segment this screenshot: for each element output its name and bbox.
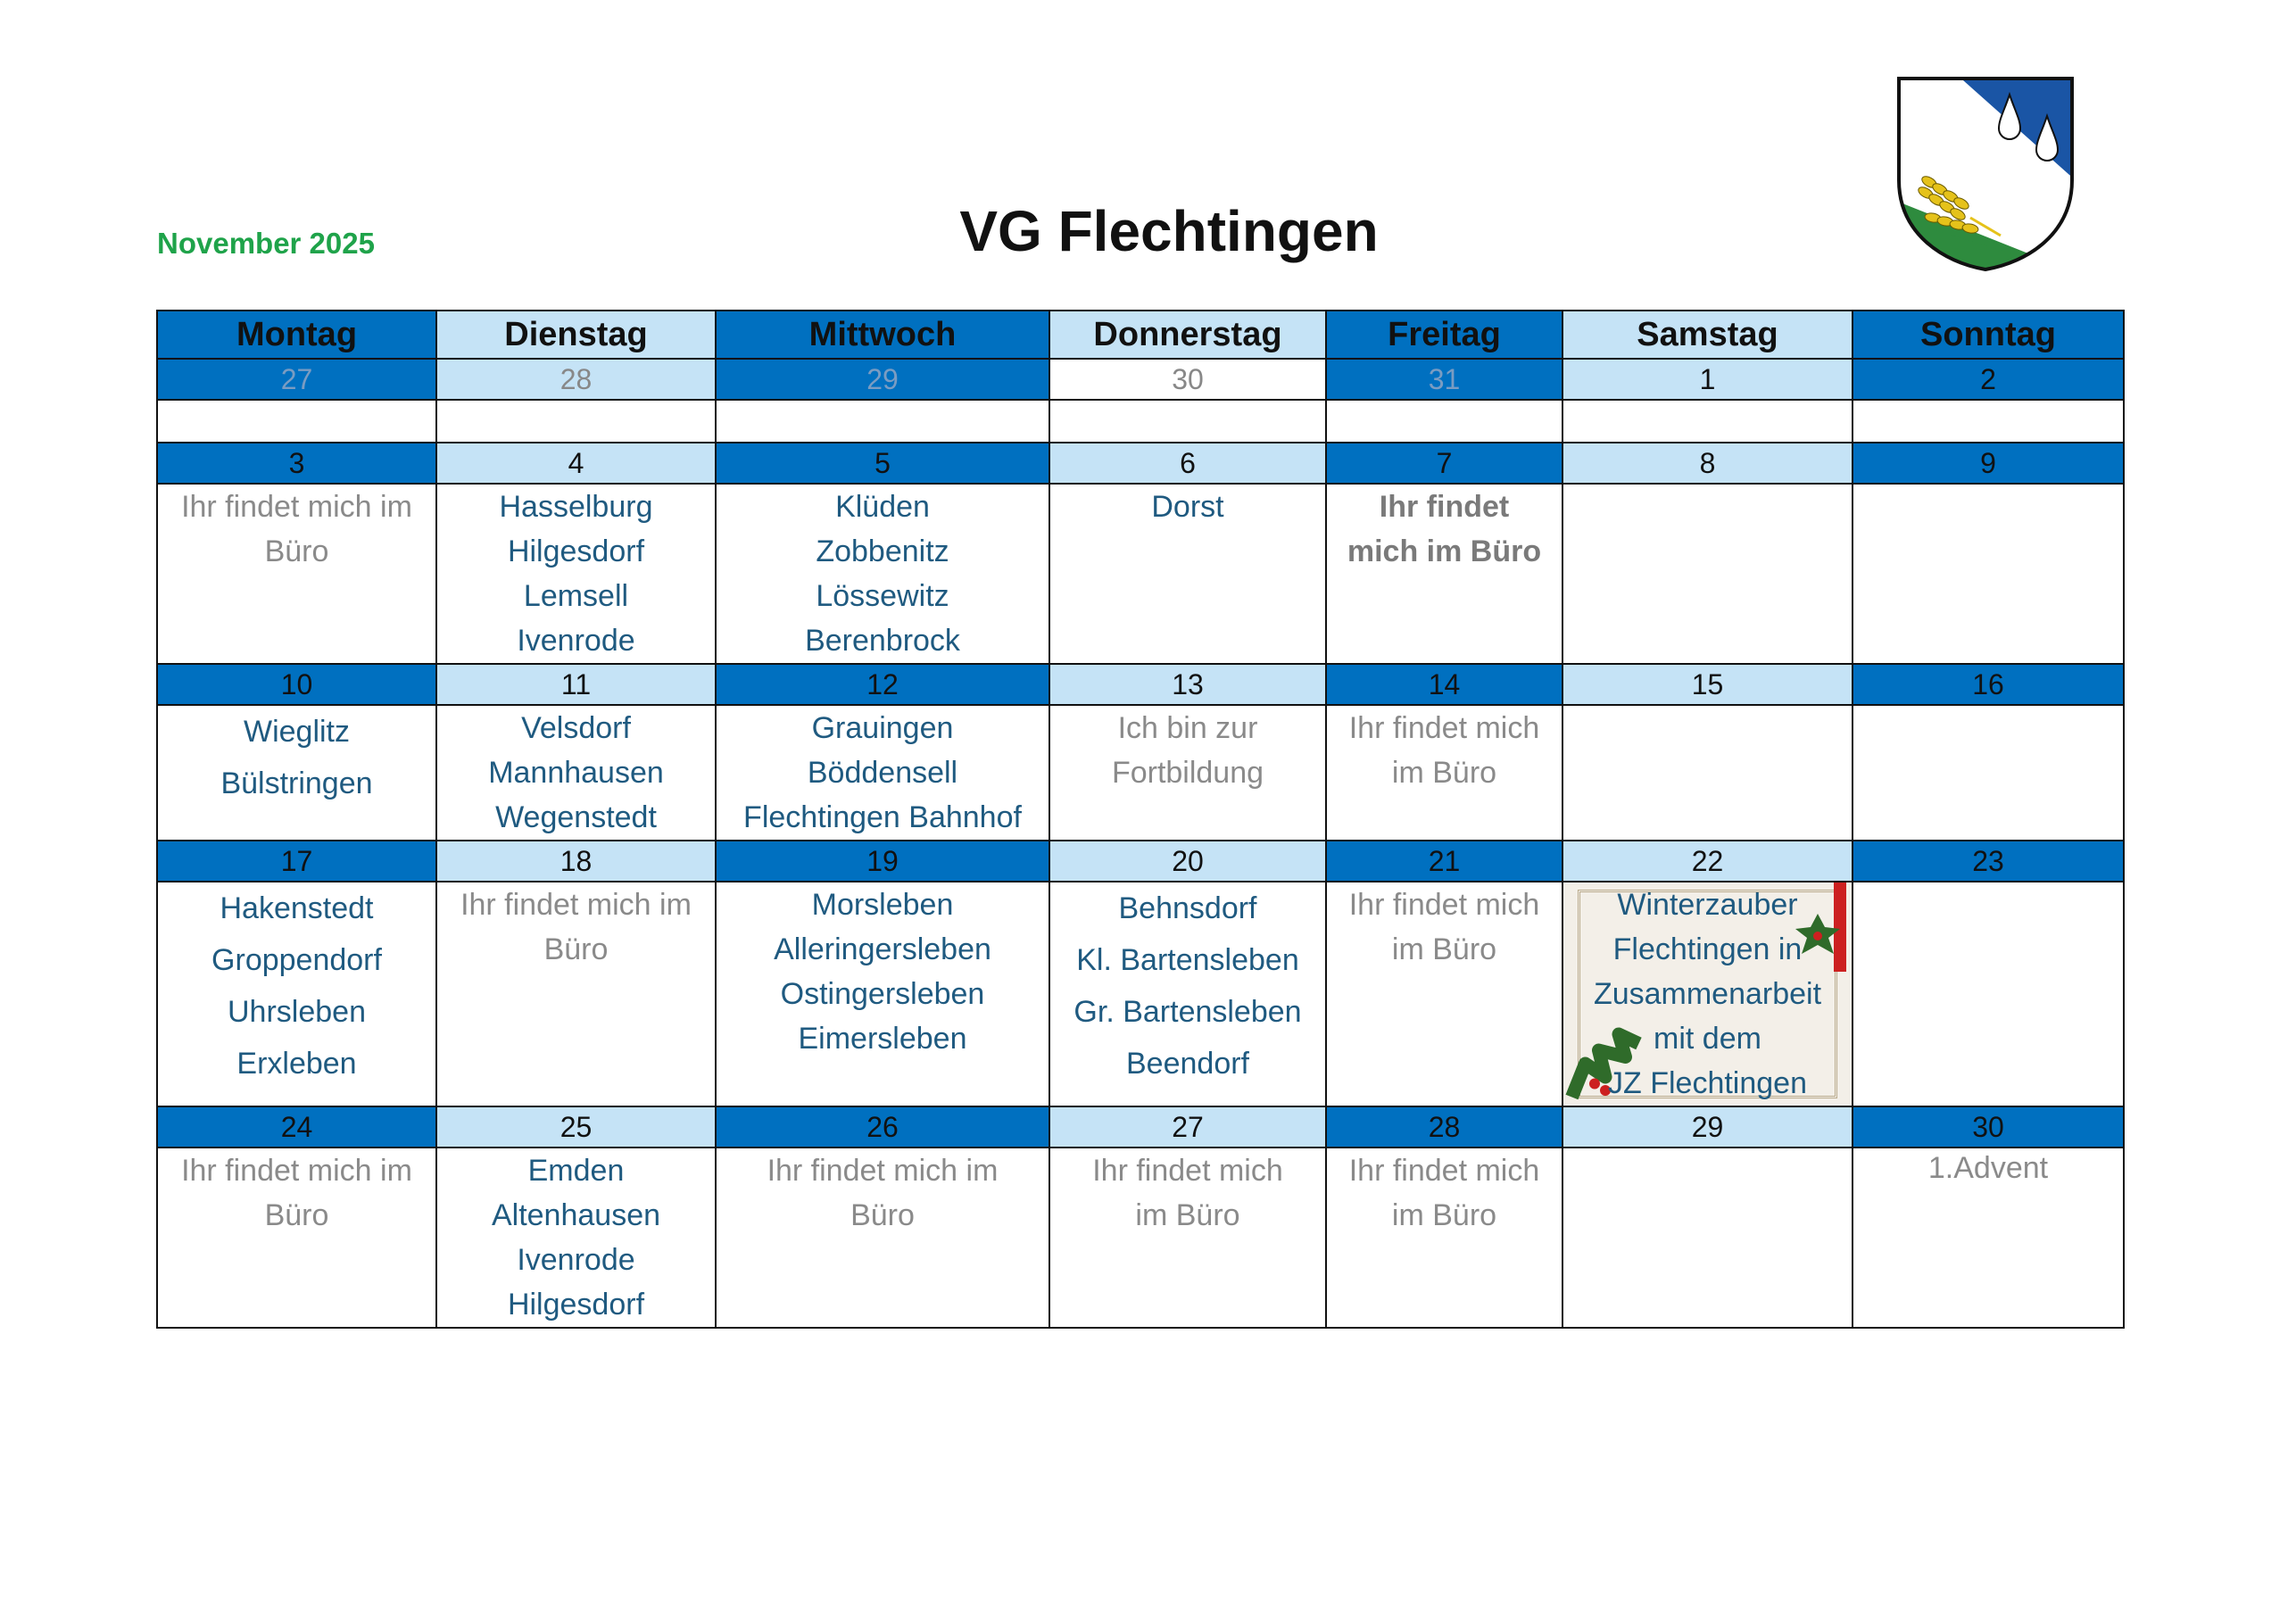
weekday-tuesday: Dienstag	[436, 311, 716, 359]
entry-line: Groppendorf	[211, 943, 382, 977]
day-entry-cell	[1853, 882, 2124, 1106]
weekday-wednesday: Mittwoch	[716, 311, 1049, 359]
entry-line: Bülstringen	[220, 766, 373, 800]
day-entry-cell	[716, 882, 1049, 1106]
date-cell: 4	[436, 443, 716, 484]
day-entry-cell	[157, 1148, 436, 1328]
week-5-dates	[157, 1106, 2124, 1148]
date-cell: 7	[1326, 443, 1562, 484]
entry-line: Ihr findet mich im	[767, 1154, 999, 1188]
date-cell: 10	[157, 664, 436, 705]
date-cell: 29	[1562, 1106, 1853, 1148]
date-cell: 20	[1049, 841, 1326, 882]
entry-line: Emden	[527, 1154, 625, 1188]
week-4-entries	[157, 882, 2124, 1106]
entry-line: Wegenstedt	[495, 800, 657, 834]
date-cell: 27	[1049, 1106, 1326, 1148]
day-entry-cell	[1853, 705, 2124, 841]
date-cell: 19	[716, 841, 1049, 882]
entry-line: Beendorf	[1126, 1047, 1249, 1081]
weekday-header-row	[157, 311, 2124, 359]
date-cell: 6	[1049, 443, 1326, 484]
day-entry-cell	[1326, 1148, 1562, 1328]
entry-line: Eimersleben	[798, 1022, 967, 1056]
entry-line: Gr. Bartensleben	[1073, 995, 1302, 1029]
day-entry-cell	[1853, 1148, 2124, 1328]
day-entry-cell	[1562, 705, 1853, 841]
entry-line: Hilgesdorf	[507, 534, 645, 568]
weekday-monday: Montag	[157, 311, 436, 359]
entry-line: Ivenrode	[517, 624, 635, 658]
entry-line: Altenhausen	[491, 1198, 661, 1232]
date-cell: 24	[157, 1106, 436, 1148]
day-entry-cell	[1049, 882, 1326, 1106]
entry-line: Ihr findet mich	[1348, 711, 1540, 745]
entry-line: Ihr findet mich im	[460, 888, 692, 922]
date-cell: 14	[1326, 664, 1562, 705]
page-title: VG Flechtingen	[959, 199, 1379, 263]
weekday-thursday: Donnerstag	[1049, 311, 1326, 359]
entry-line: Alleringersleben	[774, 932, 991, 966]
entry-line: Ihr findet mich im	[181, 490, 412, 524]
entry-line: Hilgesdorf	[507, 1288, 645, 1322]
date-cell: 25	[436, 1106, 716, 1148]
date-cell: 30	[1853, 1106, 2124, 1148]
entry-line: Ihr findet	[1379, 490, 1510, 524]
day-entry-cell	[1049, 400, 1326, 443]
entry-line: Zobbenitz	[816, 534, 949, 568]
day-entry-cell	[157, 400, 436, 443]
entry-line: JZ Flechtingen	[1608, 1066, 1807, 1100]
entry-line: Ihr findet mich	[1348, 1154, 1540, 1188]
entry-line: Hakenstedt	[220, 891, 374, 925]
week-1-entries	[157, 400, 2124, 443]
day-entry-cell	[1049, 705, 1326, 841]
date-cell: 8	[1562, 443, 1853, 484]
entry-line: 1.Advent	[1927, 1151, 2049, 1185]
entry-line: Zusammenarbeit	[1593, 977, 1822, 1011]
day-entry-cell	[1562, 484, 1853, 664]
day-entry-cell	[716, 400, 1049, 443]
date-cell: 27	[157, 359, 436, 400]
day-entry-cell	[436, 1148, 716, 1328]
entry-line: im Büro	[1391, 932, 1497, 966]
week-3-dates	[157, 664, 2124, 705]
day-entry-cell	[157, 484, 436, 664]
weekday-sunday: Sonntag	[1853, 311, 2124, 359]
date-cell: 15	[1562, 664, 1853, 705]
day-entry-cell	[1326, 400, 1562, 443]
date-cell: 30	[1049, 359, 1326, 400]
day-entry-cell	[1562, 1148, 1853, 1328]
weekday-saturday: Samstag	[1562, 311, 1853, 359]
date-cell: 5	[716, 443, 1049, 484]
day-entry-cell	[1326, 882, 1562, 1106]
entry-line: Büro	[264, 1198, 329, 1232]
day-entry-cell	[1562, 400, 1853, 443]
entry-line: im Büro	[1391, 756, 1497, 790]
day-entry-cell	[436, 400, 716, 443]
entry-line: Ihr findet mich	[1092, 1154, 1283, 1188]
week-3-entries	[157, 705, 2124, 841]
week-1-dates	[157, 359, 2124, 400]
entry-line: Dorst	[1151, 490, 1224, 524]
date-cell: 9	[1853, 443, 2124, 484]
day-entry-cell	[436, 882, 716, 1106]
entry-line: Mannhausen	[488, 756, 664, 790]
entry-line: Wieglitz	[243, 715, 351, 749]
entry-line: Klüden	[835, 490, 930, 524]
date-cell: 28	[1326, 1106, 1562, 1148]
entry-line: Winterzauber	[1617, 888, 1798, 922]
winterzauber-event-cell	[1562, 882, 1853, 1106]
entry-line: Ihr findet mich im	[181, 1154, 412, 1188]
date-cell: 12	[716, 664, 1049, 705]
date-cell: 31	[1326, 359, 1562, 400]
day-entry-cell	[157, 705, 436, 841]
entry-line: Kl. Bartensleben	[1076, 943, 1299, 977]
entry-line: Böddensell	[807, 756, 958, 790]
day-entry-cell	[1853, 484, 2124, 664]
entry-line: Ivenrode	[517, 1243, 635, 1277]
month-label: November 2025	[157, 227, 375, 260]
date-cell: 21	[1326, 841, 1562, 882]
entry-line: Lemsell	[523, 579, 629, 613]
entry-line: Büro	[850, 1198, 915, 1232]
entry-line: Morsleben	[811, 888, 954, 922]
date-cell: 28	[436, 359, 716, 400]
entry-line: Ostingersleben	[780, 977, 985, 1011]
week-5-entries	[157, 1148, 2124, 1328]
entry-line: Flechtingen in	[1612, 932, 1803, 966]
date-cell: 11	[436, 664, 716, 705]
entry-line: mich im Büro	[1347, 534, 1542, 568]
day-entry-cell	[1853, 400, 2124, 443]
entry-line: Grauingen	[811, 711, 954, 745]
entry-line: Ihr findet mich	[1348, 888, 1540, 922]
entry-line: im Büro	[1135, 1198, 1240, 1232]
date-cell: 1	[1562, 359, 1853, 400]
entry-line: Lössewitz	[816, 579, 949, 613]
date-cell: 23	[1853, 841, 2124, 882]
date-cell: 13	[1049, 664, 1326, 705]
entry-line: Erxleben	[236, 1047, 357, 1081]
day-entry-cell	[436, 484, 716, 664]
entry-line: Hasselburg	[499, 490, 653, 524]
day-entry-cell	[1326, 484, 1562, 664]
date-cell: 17	[157, 841, 436, 882]
entry-line: Büro	[264, 534, 329, 568]
calendar-table	[156, 310, 2125, 1329]
week-4-dates	[157, 841, 2124, 882]
week-2-dates	[157, 443, 2124, 484]
coat-of-arms-icon	[1894, 75, 2077, 273]
entry-line: Flechtingen Bahnhof	[743, 800, 1022, 834]
event-description	[1563, 882, 1852, 1106]
day-entry-cell	[716, 1148, 1049, 1328]
date-cell: 16	[1853, 664, 2124, 705]
entry-line: Büro	[543, 932, 609, 966]
day-entry-cell	[1049, 484, 1326, 664]
day-entry-cell	[1049, 1148, 1326, 1328]
entry-line: Berenbrock	[805, 624, 960, 658]
day-entry-cell	[716, 484, 1049, 664]
week-2-entries	[157, 484, 2124, 664]
date-cell: 3	[157, 443, 436, 484]
entry-line: Behnsdorf	[1118, 891, 1257, 925]
entry-line: mit dem	[1654, 1022, 1761, 1056]
day-entry-cell	[716, 705, 1049, 841]
weekday-friday: Freitag	[1326, 311, 1562, 359]
date-cell: 26	[716, 1106, 1049, 1148]
date-cell: 22	[1562, 841, 1853, 882]
entry-line: Velsdorf	[521, 711, 631, 745]
day-entry-cell	[157, 882, 436, 1106]
entry-line: Ich bin zur	[1117, 711, 1258, 745]
entry-line: Fortbildung	[1111, 756, 1264, 790]
date-cell: 18	[436, 841, 716, 882]
day-entry-cell	[1326, 705, 1562, 841]
day-entry-cell	[436, 705, 716, 841]
date-cell: 2	[1853, 359, 2124, 400]
entry-line: im Büro	[1391, 1198, 1497, 1232]
entry-line: Uhrsleben	[228, 995, 366, 1029]
date-cell: 29	[716, 359, 1049, 400]
